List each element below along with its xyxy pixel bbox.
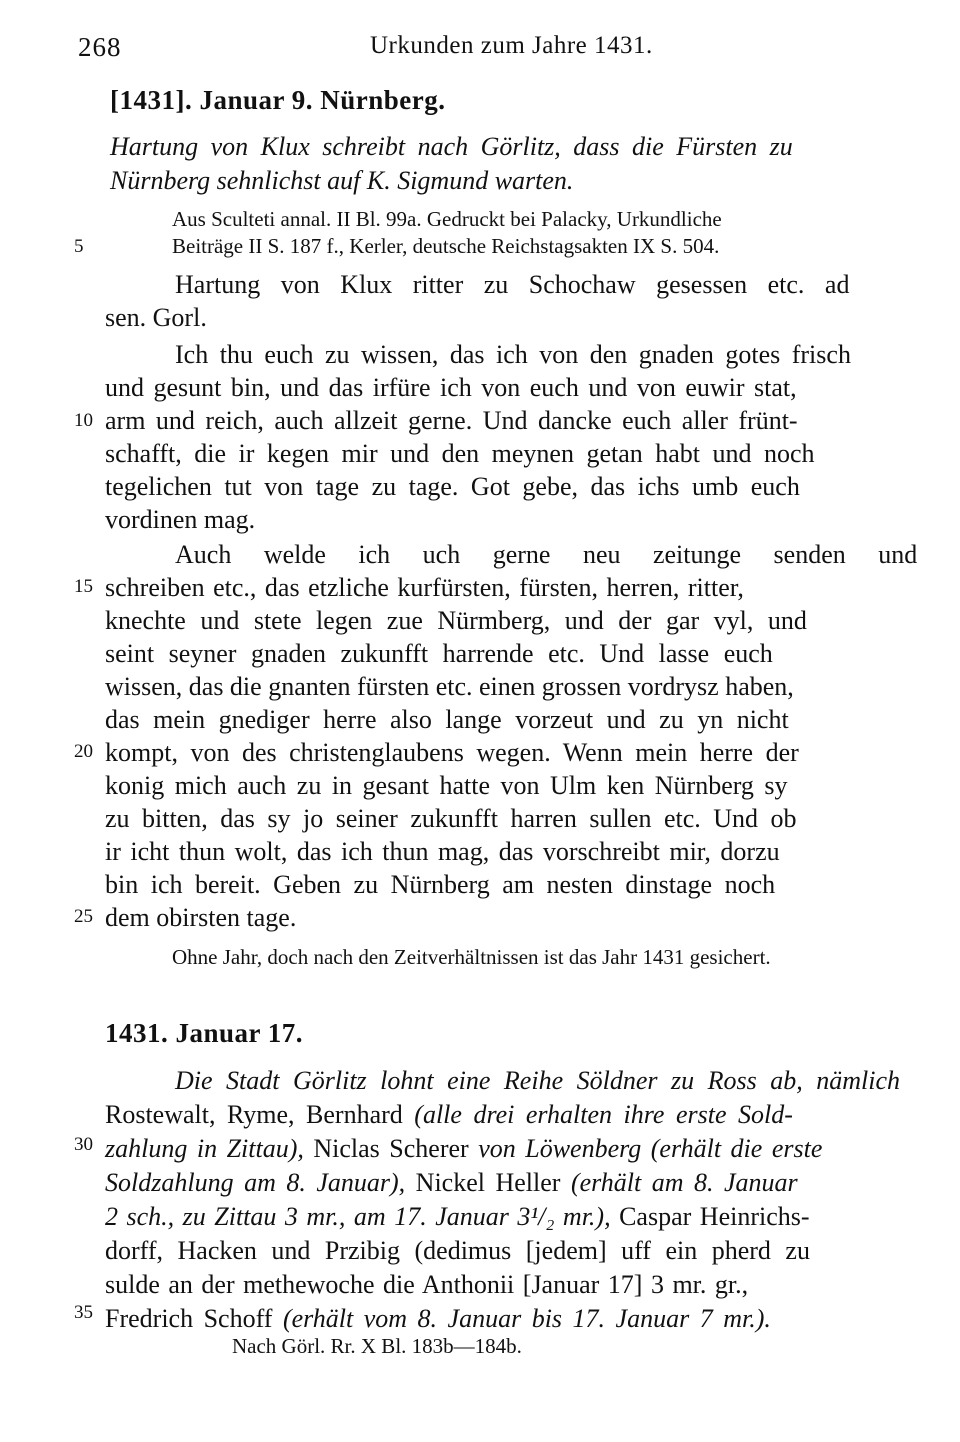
line-number: 35 [74,1302,93,1323]
text-line: tegelichen tut von tage zu tage. Got gebe, das ichs umb euch [105,472,800,501]
roman-segment: dorff, Hacken und Przibig (dedimus [jedem] uff ein pherd zu [105,1236,810,1265]
page-number: 268 [78,32,122,62]
roman-segment: Niclas Scherer [313,1134,479,1163]
text-line [105,1098,885,1132]
address-line: Hartung von Klux ritter zu Schochaw gesessen etc. ad [175,270,850,299]
text-line [105,1234,885,1268]
text-line [105,1268,885,1302]
text-line: knechte und stete legen zue Nürmberg, und der gar vyl, und [105,606,807,635]
italic-segment: 2 sch., zu Zittau 3 mr., am 17. Januar 3¹/₂ mr.), [105,1202,620,1231]
text-line: wissen, das die gnanten fürsten etc. einen grossen vordrysz haben, [105,672,794,701]
dating-note: Ohne Jahr, doch nach den Zeitverhältnissen ist das Jahr 1431 gesichert. [172,945,771,969]
text-line: zu bitten, das sy jo seiner zukunfft harren sullen etc. Und ob [105,804,797,833]
italic-segment: (alle drei erhalten ihre erste Sold- [414,1100,793,1129]
italic-segment: zahlung in Zittau), [105,1134,314,1163]
text-line: schafft, die ir kegen mir und den meynen getan habt und noch [105,439,815,468]
italic-segment: von Löwenberg (erhält die erste [478,1134,823,1163]
roman-segment: Fredrich Schoff [105,1304,283,1333]
text-line: dem obirsten tage. [105,903,297,932]
text-line [105,1132,885,1166]
roman-segment: Rostewalt, Ryme, Bernhard [105,1100,415,1129]
text-line: und gesunt bin, und das irfüre ich von euch und von euwir stat, [105,373,797,402]
text-line: Ich thu euch zu wissen, das ich von den gnaden gotes frisch [175,340,851,369]
text-line: konig mich auch zu in gesant hatte von Ulm ken Nürnberg sy [105,771,788,800]
source-note: Nach Görl. Rr. X Bl. 183b—184b. [232,1334,522,1358]
line-number: 15 [74,576,93,597]
text-line [105,1200,885,1234]
letter-paragraph [105,338,885,536]
regest-summary [110,130,890,198]
roman-segment: Caspar Heinrichs- [619,1202,810,1231]
text-line: schreiben etc., das etzliche kurfürsten, fürsten, herren, ritter, [105,573,744,602]
letter-paragraph [105,538,918,934]
italic-segment: (erhält vom 8. Januar bis 17. Januar 7 mr.). [282,1304,771,1333]
text-line: Auch welde ich uch gerne neu zeitunge senden und [175,540,918,569]
text-line [105,1064,900,1098]
roman-segment: sulde an der methewoche die Anthonii [Januar 17] 3 mr. gr., [105,1270,749,1299]
regest-summary [105,1064,900,1336]
document-heading: 1431. Januar 17. [105,1018,304,1048]
address-line: sen. Gorl. [105,303,207,332]
text-line [105,1166,885,1200]
text-line: seint seyner gnaden zukunfft harrende etc. Und lasse euch [105,639,773,668]
regest-line: Nürnberg sehnlichst auf K. Sigmund warten. [110,166,574,195]
italic-segment: (erhält am 8. Januar [570,1168,798,1197]
text-line: das mein gnediger herre also lange vorzeut und zu yn nicht [105,705,789,734]
italic-segment: Die Stadt Görlitz lohnt eine Reihe Söldner zu Ross ab, nämlich [175,1066,900,1095]
text-line: kompt, von des christenglaubens wegen. Wenn mein herre der [105,738,799,767]
address-block [105,268,885,334]
text-line: arm und reich, auch allzeit gerne. Und dancke euch aller frünt- [105,406,798,435]
source-line: Aus Sculteti annal. II Bl. 99a. Gedruckt bei Palacky, Urkundliche [172,207,722,231]
line-number: 5 [74,236,84,257]
regest-line: Hartung von Klux schreibt nach Görlitz, dass die Fürsten zu [110,132,793,161]
line-number: 20 [74,741,93,762]
italic-segment: Soldzahlung am 8. Januar), [105,1168,416,1197]
line-number: 10 [74,410,93,431]
line-number: 25 [74,906,93,927]
running-title: Urkunden zum Jahre 1431. [370,32,653,59]
source-note [172,206,722,260]
text-line [105,1302,885,1336]
line-number: 30 [74,1134,93,1155]
roman-segment: Nickel Heller [415,1168,571,1197]
text-line: ir icht thun wolt, das ich thun mag, das vorschreibt mir, dorzu [105,837,780,866]
text-line: vordinen mag. [105,505,256,534]
text-line: bin ich bereit. Geben zu Nürnberg am nesten dinstage noch [105,870,776,899]
document-heading: [1431]. Januar 9. Nürnberg. [110,85,446,115]
source-line: Beiträge II S. 187 f., Kerler, deutsche Reichstagsakten IX S. 504. [172,234,720,258]
